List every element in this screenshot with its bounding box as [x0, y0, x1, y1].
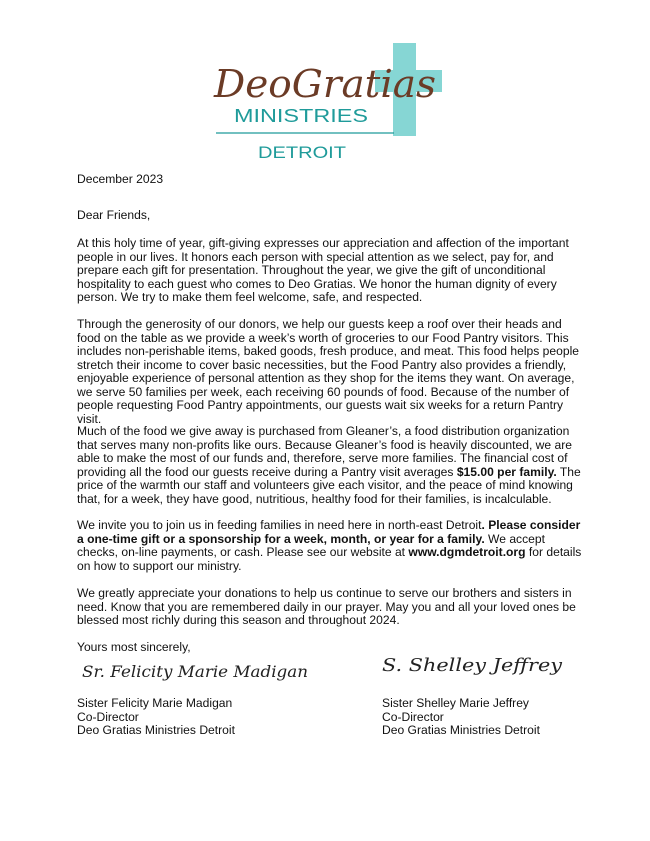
paragraph-4: [77, 519, 582, 573]
paragraph-4-text-b: We accept checks, on-line payments, or cash. Please see our website at: [77, 531, 545, 559]
signature-felicity: [80, 655, 312, 687]
logo-detroit-text: DETROIT: [258, 143, 346, 162]
letter-date: December 2023: [77, 172, 164, 186]
signer-name: Sister Felicity Marie Madigan: [77, 696, 233, 710]
paragraph-3: [77, 425, 582, 506]
signer-title: Co-Director: [77, 709, 139, 724]
paragraph-3-text-a: Much of the food we give away is purchased from Gleaner’s, a food distribution organization that serves many non-profits like ours. Because Gleaner’s food is heavily discounted, we are able to make the most of our funds and, therefore, serve more families. The financial cost of providing all the food our guests receive during a Pantry visit averages: [77, 424, 572, 479]
website-link[interactable]: www.dgmdetroit.org: [408, 545, 526, 559]
deo-gratias-logo: [210, 40, 450, 162]
paragraph-3-bold: $15.00 per family.: [456, 464, 557, 479]
closing: Yours most sincerely,: [77, 640, 191, 654]
paragraph-3-text-b: The price of the warmth our staff and volunteers give each visitor, and the peace of mind knowing that, for a week, they have good, nutritious, healthy food for their families, is incalculable.: [77, 464, 581, 506]
signature-block-right: [382, 697, 602, 738]
svg-text:S. Shelley Jeffrey: S. Shelley Jeffrey: [382, 655, 563, 676]
signature-block-left: [77, 697, 297, 738]
logo-ministries-text: MINISTRIES: [234, 106, 368, 126]
signer-name: Sister Shelley Marie Jeffrey: [382, 696, 529, 710]
paragraph-4-text-c: for details on how to support our ministry.: [77, 545, 582, 573]
logo-script-text: DeoGratias: [212, 62, 436, 106]
paragraph-5: We greatly appreciate your donations to help us continue to serve our brothers and sisters in need. Know that you are remembered daily in our prayer. May you and all your loved ones be blessed most richly during this season and throughout 2024.: [77, 586, 576, 627]
paragraph-4-bold: . Please consider a one-time gift or a sponsorship for a week, month, or year for a family.: [77, 518, 581, 546]
salutation: Dear Friends,: [77, 208, 151, 222]
paragraph-4-text-a: We invite you to join us in feeding families in need here in north-east Detroit: [77, 518, 482, 532]
signer-org: Deo Gratias Ministries Detroit: [77, 723, 235, 737]
svg-text:Sr. Felicity Marie Madigan: Sr. Felicity Marie Madigan: [82, 662, 308, 681]
paragraph-2: Through the generosity of our donors, we help our guests keep a roof over their heads and food on the table as we provide a week’s worth of groceries to our Food Pantry visitors. This includes non-perishable items, baked goods, fresh produce, and meat. This food helps people stretch their income to cover basic necessities, but the Food Pantry also provides a friendly, enjoyable experience of personal attention as they shop for the items they want. On average, we serve 50 families per week, each receiving 60 pounds of food. Because of the number of people requesting Food Pantry appointments, our guests wait six weeks for a return Pantry visit.: [77, 317, 579, 426]
paragraph-1: At this holy time of year, gift-giving expresses our appreciation and affection of the important people in our lives. It honors each person with special attention as we select, pay for, and prepare each gift for presentation. Throughout the year, we give the gift of unconditional hospitality to each guest who comes to Deo Gratias. We honor the human dignity of every person. We try to make them feel welcome, safe, and respected.: [77, 236, 569, 304]
signer-org: Deo Gratias Ministries Detroit: [382, 723, 540, 737]
signer-title: Co-Director: [382, 709, 444, 724]
signature-shelley: [380, 647, 566, 685]
